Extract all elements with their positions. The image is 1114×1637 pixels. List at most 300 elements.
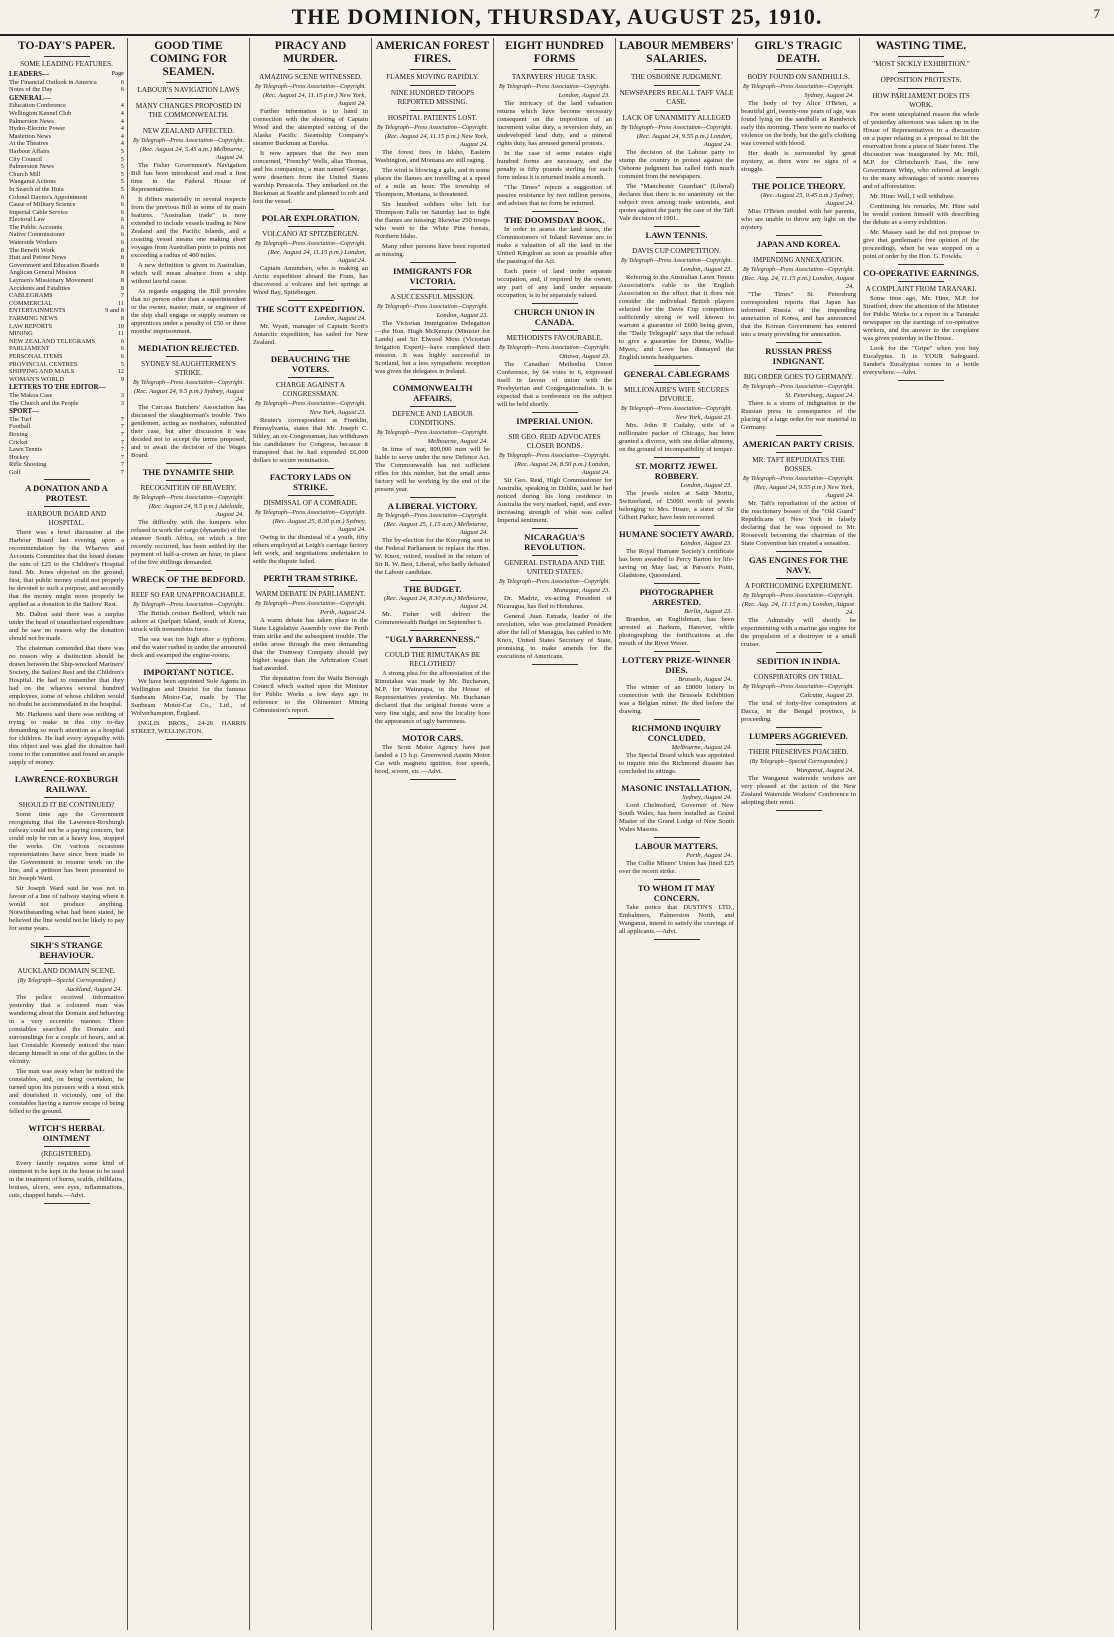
article-dateline: (Rec. August 25, 0.45 a.m.) Sydney, August 24. <box>760 192 854 207</box>
index-row <box>9 140 124 148</box>
index-row <box>9 209 124 217</box>
article <box>497 40 612 212</box>
article-divider <box>776 177 822 178</box>
article-paragraph: The man was away when he noticed the constables, and, on being overtaken, he turned upon his pursuers with a stout stick and dourished it viciously, one of the constables having a narrow escape of being felled to the ground. <box>9 1068 124 1116</box>
index-label: Cricket <box>9 438 28 446</box>
article-byline: By Telegraph—Press Association—Copyright. <box>255 84 366 90</box>
article-headline: NICARAGUA'S REVOLUTION. <box>524 532 585 552</box>
article-paragraph: There is a storm of indignation in the Russian press in consequence of the placing of a large order for war material in Germany. <box>741 400 856 431</box>
index-label: In Search of the Huia <box>9 185 64 193</box>
article-byline: By Telegraph—Press Association—Copyright. <box>255 601 366 607</box>
article-dateline: Ottawa, August 23. <box>559 353 610 360</box>
article-paragraph: The by-election for the Kooyong seat in the Federal Parliament to replace the Hon. W. Knox, retired, resulted in the return of Sir R. W. Best, Liberal, who badly defeated the Labour candidate. <box>375 537 490 576</box>
article-dateline: (Rec. August 24, 8.50 p.m.) London, August 24. <box>514 461 610 476</box>
index-row <box>9 86 124 94</box>
article-headline: THE POLICE THEORY. <box>751 181 846 191</box>
headline-rule <box>410 110 456 111</box>
article-paragraph: "The Times" rejects a suggestion of passive resistance by two million persons, and advises that no form be returned. <box>497 184 612 207</box>
article-dateline: (Rec. August 24, 5.45 a.m.) Melbourne, August 24. <box>139 146 244 161</box>
article <box>253 573 368 719</box>
article-paragraph: The decision of the Labour party to stump the country in protest against the Osborne judgment has called forth much comment from the newspapers. <box>619 149 734 180</box>
article-paragraph: There was a brief discussion at the Harbour Board last evening upon a recommendation by the Wharves and Accounts Committee that the board donate the sum of £25 to the Children's Hospital fund. Mr. Jones objected on the ground, first, that public money could not properly be devoted to such a purpose, and secondly that the money might more properly be applied as a donation to the Sailors' Rest. <box>9 529 124 609</box>
article-divider <box>410 497 456 498</box>
article-divider <box>898 380 944 381</box>
article-byline: By Telegraph—Press Association—Copyright. <box>133 138 244 144</box>
article-paragraph: The Wanganui waterside workers are very pleased at the action of the New Zealand Waterside Workers' Conference in adopting their remit. <box>741 775 856 806</box>
headline-rule <box>166 98 212 99</box>
headline-rule <box>654 382 700 383</box>
index-page: 7 <box>120 415 124 423</box>
article-paragraph: The Special Board which was appointed to inquire into the Richmond disaster has concluded its sittings. <box>619 752 734 775</box>
index-row <box>9 94 124 103</box>
index-page: 8 <box>120 284 124 292</box>
index-page: 5 <box>120 163 124 171</box>
article-byline: By Telegraph—Press Association—Copyright. <box>743 384 854 390</box>
article-divider <box>532 303 578 304</box>
article-subhead: VOLCANO AT SPITZBERGEN. <box>262 230 359 238</box>
headline-rule <box>166 356 212 357</box>
article-divider <box>654 719 700 720</box>
article-byline: By Telegraph—Press Association—Copyright. <box>499 345 610 351</box>
article-divider <box>532 211 578 212</box>
article-divider <box>410 779 456 780</box>
index-row <box>9 416 124 424</box>
index-row <box>9 383 124 392</box>
article-subhead: CHARGE AGAINST A CONGRESSMAN. <box>276 381 345 398</box>
article-byline: By Telegraph—Press Association—Copyright. <box>743 267 854 273</box>
article-paragraph: It now appears that the two men concerned, "Frenchy" Wells, alias Thomas, and his companion, a man named George, were deserters from the United States warship Pensacola. They embarked on the Buckman at Seattle and planned to rob and loot the vessel. <box>253 150 368 205</box>
column-4 <box>372 38 494 1630</box>
index-row <box>9 269 124 277</box>
index-page: 11 <box>117 299 124 307</box>
article-divider <box>654 939 700 940</box>
index-row <box>9 125 124 133</box>
index-label: PROVINCIAL CENTRES <box>9 360 78 368</box>
article-dateline: London, August 24. <box>314 315 366 322</box>
article-paragraph: Miss O'Brien resided with her parents, who are unable to throw any light on the mystery. <box>741 208 856 231</box>
article-headline: CO-OPERATIVE EARNINGS. <box>863 268 979 278</box>
article <box>375 383 490 498</box>
article-dateline: Brussels, August 24. <box>678 676 732 683</box>
index-page: 6 <box>120 86 124 94</box>
article-dateline: London, August 23. <box>558 92 610 99</box>
headline-rule <box>898 56 944 57</box>
article-dateline: (Rec. Aug. 24, 11.15 p.m.) London, August 24. <box>742 601 854 616</box>
article-byline: By Telegraph—Press Association—Copyright. <box>133 495 244 501</box>
article-divider <box>776 652 822 653</box>
index-page: 6 <box>120 239 124 247</box>
article-paragraph: Every family requires some kind of ointment to be kept in the house to be used in the treatment of burns, scalds, chilblains, bruises, ulcers, sore eyes, inflammations, cuts, chapped hands.—Advt. <box>9 1160 124 1200</box>
index-page: 6 <box>120 201 124 209</box>
article-byline: By Telegraph—Press Association—Copyright. <box>255 401 366 407</box>
article-byline: By Telegraph—Press Association—Copyright. <box>743 593 854 599</box>
article-subhead: SIR GEO. REID ADVOCATES CLOSER BONDS. <box>508 433 601 450</box>
article-headline: GOOD TIME COMING FOR SEAMEN. <box>150 40 227 78</box>
article-divider <box>654 837 700 838</box>
article-divider <box>532 528 578 529</box>
index-page: 12 <box>117 368 124 376</box>
index-label: Church Mill <box>9 170 41 178</box>
article <box>497 416 612 529</box>
article-divider <box>654 651 700 652</box>
article-dateline: (Rec. August 24, 11.15 p.m.) New York, August 24. <box>384 133 488 148</box>
article <box>253 213 368 301</box>
article-paragraph: "The Times" St. Petersburg correspondent reports that Japan has informed Russia of the impending annexation of Korea, and has announced that the Korean Government has entered into a treaty providing for annexation. <box>741 291 856 338</box>
article-paragraph: The Fisher Government's Navigation Bill has been introduced and read a first time in the Federal House of Representatives. <box>131 162 246 193</box>
headline-rule <box>288 226 334 227</box>
headline-rule <box>654 110 700 111</box>
headline-rule <box>898 281 944 282</box>
article-subhead: NEW ZEALAND AFFECTED. <box>142 127 235 135</box>
article-divider <box>654 226 700 227</box>
index-page: 7 <box>120 461 124 469</box>
article-dateline: London, August 23. <box>680 540 732 547</box>
article-headline: GENERAL CABLEGRAMS <box>623 369 730 379</box>
index-label: MINING <box>9 330 33 338</box>
index-page: Page <box>111 70 124 77</box>
article-paragraph: Continuing his remarks, Mr. Hine said he would content himself with describing the debate as a sorry exhibition. <box>863 203 979 226</box>
article-subhead: MR. TAFT REPUDIATES THE BOSSES. <box>752 456 845 473</box>
index-page: 5 <box>120 170 124 178</box>
article-dateline: (Rec. August 24, 9.55 p.m.) London, August 24. <box>636 133 732 148</box>
headline-rule <box>410 69 456 70</box>
article-headline: EIGHT HUNDRED FORMS <box>505 40 604 65</box>
article-paragraph: The deputation from the Waihi Borough Council which waited upon the Minister for Public Works a few days ago in reference to the Ohinemuri Mining Commission's report. <box>253 675 368 714</box>
article-headline: MOTOR CARS. <box>402 733 463 743</box>
article-headline: LOTTERY PRIZE-WINNER DIES. <box>622 655 731 675</box>
article-subhead: MILLIONAIRE'S WIFE SECURES DIVORCE. <box>624 386 729 403</box>
index-row <box>9 133 124 141</box>
article-subhead: DAVIS CUP COMPETITION. <box>632 247 721 255</box>
article-headline: WITCH'S HERBAL OINTMENT <box>28 1123 105 1144</box>
index-row <box>9 330 124 338</box>
article-paragraph: The sea was too high after a typhoon, and the water rushed in under the armoured deck and swamped the engine-rooms. <box>131 636 246 659</box>
index-row <box>9 300 124 308</box>
index-page: 5 <box>120 178 124 186</box>
article-subhead: SHOULD IT BE CONTINUED? <box>18 801 115 810</box>
headline-rule <box>654 243 700 244</box>
article-byline: By Telegraph—Press Association—Copyright. <box>377 513 488 519</box>
index-label: Cause of Military Science <box>9 201 76 209</box>
article <box>497 215 612 304</box>
article-dateline: Managua, August 23. <box>553 587 610 594</box>
index-label: Lawn Tennis <box>9 446 42 454</box>
article-subhead: BODY FOUND ON SANDHILLS. <box>747 73 850 81</box>
article-divider <box>288 209 334 210</box>
article-byline: By Telegraph—Press Association—Copyright. <box>499 84 610 90</box>
article-headline: WRECK OF THE BEDFORD. <box>131 574 246 584</box>
index-page: 6 <box>120 345 124 353</box>
article-headline: LUMPERS AGGRIEVED. <box>749 731 848 741</box>
article <box>375 40 490 263</box>
article-divider <box>776 235 822 236</box>
article-subhead: RECOGNITION OF BRAVERY. <box>140 484 237 492</box>
article-paragraph: A new definition is given to Australian, which will mean absence from a ship without lawful cause. <box>131 262 246 285</box>
index-page: 9 <box>120 375 124 383</box>
article-subhead: NINE HUNDRED TROOPS REPORTED MISSING. <box>390 89 475 106</box>
column-5 <box>494 38 616 1630</box>
index-page: 6 <box>120 216 124 224</box>
article-paragraph: Mr. Harkness said there was nothing of trying to make in this city to-day demanding so much attention as a hospital for children. He had every sympathy with this object and was glad the donation had come to the committee and found an ample supply of money. <box>9 711 124 767</box>
index-label: SHIPPING AND MAILS <box>9 368 75 376</box>
headline-rule <box>166 82 212 83</box>
article <box>131 574 246 664</box>
article-divider <box>654 583 700 584</box>
index-page: 4 <box>120 140 124 148</box>
article-paragraph: The trial of forty-five conspirators at Dacca, in the Bengal province, is proceeding. <box>741 700 856 723</box>
article-dateline: Sydney, August 24. <box>804 92 854 99</box>
article-headline: CHURCH UNION IN CANADA. <box>514 307 595 327</box>
index-page: 10 <box>117 322 124 330</box>
index-row <box>9 224 124 232</box>
article-headline: "UGLY BARRENNESS." <box>384 634 481 644</box>
article-paragraph: Mr. Hine: Well, I will withdraw. <box>870 193 955 200</box>
article-paragraph: A warm debate has taken place in the State Legislative Assembly over the Perth tram strike and the subsequent trouble. The strike arose through the men demanding that the Tramway Company should pay higher wages than the Arbitration Court had awarded. <box>253 617 368 672</box>
article-paragraph: The Victorian Immigration Delegation—the Hon. Hugh McKenzie (Minister for Lands) and Sir Elwood Moss (Victorian Irrigation Expert)—have completed their mission. It was highly successful in Scotland, but a less sympathetic reception was given the delegates in Ireland. <box>375 320 490 375</box>
headline-rule <box>166 123 212 124</box>
article-dateline: London, August 23. <box>680 266 732 273</box>
index-page: 5 <box>120 185 124 193</box>
article-byline: By Telegraph—Press Association—Copyright. <box>377 304 488 310</box>
index-row <box>9 353 124 361</box>
headline-rule <box>532 330 578 331</box>
headline-rule <box>288 69 334 70</box>
article-subhead: BIG ORDER GOES TO GERMANY. <box>743 373 854 381</box>
index-label: GENERAL— <box>9 94 51 102</box>
index-page: 7 <box>120 453 124 461</box>
article-dateline: (Rec. August 24, 9.5 p.m.) Sydney, August 24. <box>133 388 244 403</box>
article <box>741 181 856 236</box>
index-row <box>9 178 124 186</box>
article-headline: LABOUR MATTERS. <box>635 841 718 851</box>
article-subhead: HOSPITAL PATIENTS LOST. <box>387 114 478 122</box>
article-headline: TO-DAY'S PAPER. <box>18 40 115 52</box>
columns <box>6 38 1108 1630</box>
column-8 <box>860 38 982 1630</box>
article <box>619 40 734 227</box>
headline-rule <box>410 85 456 86</box>
article-divider <box>410 729 456 730</box>
article-subhead: SOME LEADING FEATURES. <box>20 60 113 68</box>
article-byline: By Telegraph—Press Association—Copyright. <box>377 430 488 436</box>
index-label: LETTERS TO THE EDITOR— <box>9 384 106 392</box>
headline-rule <box>166 480 212 481</box>
article-headline: HUMANE SOCIETY AWARD. <box>619 529 734 539</box>
article <box>253 40 368 210</box>
article-subhead: COULD THE RIMUTAKAS BE RECLOTHED? <box>384 651 481 668</box>
article-subhead: REEF SO FAR UNAPPROACHABLE. <box>131 591 246 599</box>
article-subhead: METHODISTS FAVOURABLE. <box>506 334 603 342</box>
article-byline: By Telegraph—Press Association—Copyright. <box>377 125 488 131</box>
index-page: 7 <box>120 468 124 476</box>
article-divider <box>166 463 212 464</box>
index-row <box>9 469 124 477</box>
article-headline: ST. MORITZ JEWEL ROBBERY. <box>635 461 718 481</box>
index-label: Imperial Cable Service <box>9 208 68 216</box>
article-divider <box>776 551 822 552</box>
masthead <box>0 0 1114 36</box>
article-headline: LABOUR MEMBERS' SALARIES. <box>619 40 734 65</box>
article-dateline: (Rec. Aug. 24, 11.15 p.m.) London, August 24. <box>742 275 854 290</box>
index-page <box>122 94 124 103</box>
index-label: Native Commissioner <box>9 231 65 239</box>
article-paragraph: INGLIS BROS., 24-26 HARRIS STREET, WELLINGTON. <box>131 720 246 735</box>
index-row <box>9 400 124 408</box>
index-page: 3 <box>120 391 124 399</box>
index-label: ENTERTAINMENTS <box>9 307 66 315</box>
column-1 <box>6 38 128 1630</box>
article-paragraph: The forest fires in Idaho, Eastern Washington, and Montana are still raging. <box>375 149 490 164</box>
article-dateline: St. Petersburg, August 24. <box>785 392 854 399</box>
article-paragraph: Sir Geo. Reid, High Commissioner for Australia, speaking in Dublin, said he had noticed during his long residence in Australia the very marked, rapid, and ever-increasing strength of what was called Imperial sentiment. <box>497 477 612 524</box>
headline-rule <box>44 1146 90 1147</box>
article-subhead: AUCKLAND DOMAIN SCENE. <box>17 967 116 976</box>
article <box>253 472 368 570</box>
index-page: 7 <box>120 446 124 454</box>
index-label: PARLIAMENT <box>9 345 50 353</box>
article-paragraph: The difficulty with the lumpers who refused to work the cargo (dynamite) of the steamer South Africa, on which a fire recently occurred, has been settled by the payment of half-a-crown an hour, in place of the five shillings demanded. <box>131 519 246 566</box>
article-paragraph: The winner of an £8000 lottery in connection with the Brussels Exhibition was a Belgian miner. He died before the drawing. <box>619 684 734 715</box>
article-paragraph: Mr. Massey said he did not propose to give that gentleman's free opinion of the proceedings, when he was stopped on a point of order by the Hon. G. Fowlds. <box>863 229 979 260</box>
article <box>619 529 734 584</box>
article-subhead: SYDNEY SLAUGHTERMEN'S STRIKE. <box>141 360 236 377</box>
article-paragraph: The police received information yesterday that a coloured man was wandering about the Domain and behaving in a very eccentric manner. Three constables searched the Domain and surroundings for a couple of hours, and at last Constable Kennedy noticed the man decamp himself in one of the gullies in the vicinity. <box>9 994 124 1066</box>
article-headline: RICHMOND INQUIRY CONCLUDED. <box>631 723 722 743</box>
index-row <box>9 361 124 369</box>
index-label: Anglican General Mission <box>9 269 77 277</box>
index-row <box>9 79 124 87</box>
index-page: 7 <box>120 430 124 438</box>
article-paragraph: Many other persons have been reported as missing. <box>375 243 490 258</box>
headline-rule <box>532 69 578 70</box>
article-paragraph: Mrs. John P. Cudahy, wife of a millionaire packer of Chicago, has been granted a divorce, with one dollar alimony, on the ground of incompatibility of temper. <box>619 422 734 453</box>
article-divider <box>166 663 212 664</box>
article-paragraph: Lord Chelmsford, Governor of New South Wales, has been installed as Grand Master of the Grand Lodge of New South Wales Masons. <box>619 802 734 833</box>
index-label: Palmerston News <box>9 163 54 171</box>
article <box>741 731 856 811</box>
article <box>863 268 979 381</box>
headline-rule <box>776 369 822 370</box>
article-paragraph: The chairman contended that there was no reason why a distinction should be drawn between the Ship-wrecked Mariners' Society, the Sailors' Rest and the Children's Hospital. He had to remember that they had on the wharves several hundred employees, some of whose children would no doubt be accommodated in the hospital. <box>9 645 124 709</box>
index-row <box>9 285 124 293</box>
index-row <box>9 247 124 255</box>
headline-rule <box>776 452 822 453</box>
article-subhead: THE OSBORNE JUDGMENT. <box>630 73 723 81</box>
index-row <box>9 201 124 209</box>
headline-rule <box>288 586 334 587</box>
article-paragraph: In the case of some estates eight hundred forms are necessary, and the penalty is fifty pounds sterling for each form unless it is returned inside a month. <box>497 150 612 181</box>
article-byline: By Telegraph—Press Association—Copyright. <box>743 476 854 482</box>
article-dateline: (Rec. August 24, 8.30 p.m.) Melbourne, August 24. <box>383 595 488 610</box>
index-page: 6 <box>120 208 124 216</box>
article-paragraph: The intricacy of the land valuation returns which have become necessary consequent on the imposition of an increment value duty, a reversion duty, an undeveloped land duty, and a mineral rights duty, has aroused general protests. <box>497 100 612 147</box>
article-paragraph: Dr. Madriz, ex-acting President of Nicaragua, has fled to Honduras. <box>497 595 612 610</box>
article-paragraph: The Carcass Butchers' Association has discussed the slaughterman's trouble. Two gentlemen, acting as mediators, submitted their case, but after discussion it was decided not to accept the terms proposed, and to await the decision of the Wages Board. <box>131 404 246 459</box>
headline-rule <box>654 69 700 70</box>
headline-rule <box>776 252 822 253</box>
index-label: Boxing <box>9 430 28 438</box>
headline-rule <box>44 963 90 964</box>
article-subhead: GENERAL ESTRADA AND THE UNITED STATES. <box>504 559 605 576</box>
index-page: 5 <box>120 360 124 368</box>
article-paragraph: Each piece of land under separate occupation, and, if required by the owner, any part of any land under separate occupation, is to be separately valued. <box>497 268 612 299</box>
article <box>619 783 734 838</box>
article-subhead: (REGISTERED). <box>41 1150 92 1159</box>
article-paragraph: The Admiralty will shortly be experimenting with a marine gas engine for the propulsion of a destroyer or a small cruiser. <box>741 617 856 648</box>
index-label: LEADERS— <box>9 71 50 78</box>
index-label: Waterside Workers <box>9 239 58 247</box>
article-subhead: A COMPLAINT FROM TARANAKI. <box>865 285 977 293</box>
article-divider <box>410 379 456 380</box>
article-paragraph: Her death is surrounded by great mystery, as there were no signs of a struggle. <box>741 150 856 173</box>
article-paragraph: The body of Ivy Alice O'Brien, a beautiful girl, twenty-one years of age, was found lying on the sandhills at Randwick early this morning. There were no marks of violence on the body, but the girl's clothing was covered with blood. <box>741 100 856 147</box>
index-label: COMMERCIAL <box>9 299 53 307</box>
index-page <box>122 407 124 416</box>
article-subhead: THEIR PRESERVES POACHED. <box>748 748 849 756</box>
article-divider <box>654 879 700 880</box>
headline-rule <box>44 56 90 57</box>
article-byline: By Telegraph—Press Association—Copyright. <box>743 84 854 90</box>
article <box>741 239 856 343</box>
index-page: 6 <box>120 337 124 345</box>
article <box>131 467 246 571</box>
article-headline: THE DYNAMITE SHIP. <box>142 467 235 477</box>
index-page: 8 <box>120 254 124 262</box>
article-headline: GAS ENGINES FOR THE NAVY. <box>749 555 848 575</box>
index-label: Hockey <box>9 453 29 461</box>
article-divider <box>532 664 578 665</box>
index-row <box>9 461 124 469</box>
article-dateline: Perth, August 24. <box>319 609 366 616</box>
index-page: 6 <box>120 231 124 239</box>
index-page: 8 <box>120 269 124 277</box>
index-row <box>9 376 124 384</box>
index-page: 6 <box>120 223 124 231</box>
article-dateline: Auckland, August 24. <box>65 986 122 994</box>
index-label: Wellington Kennel Club <box>9 109 72 117</box>
article-paragraph: Further information is to hand in connection with the shooting of Captain Wood and the attempted seizing of the Alaska Pacific Steamship Company's steamer Buckman at Eureka. <box>253 108 368 147</box>
article-headline: LAWRENCE-ROXBURGH RAILWAY. <box>14 774 119 795</box>
index-row <box>9 446 124 454</box>
article-headline: WASTING TIME. <box>875 40 967 52</box>
article <box>375 584 490 631</box>
headline-rule <box>532 555 578 556</box>
article-byline: By Telegraph—Press Association—Copyright. <box>621 258 732 264</box>
article <box>131 667 246 740</box>
index-row <box>9 194 124 202</box>
article-subhead: A FORTHCOMING EXPERIMENT. <box>744 582 853 590</box>
index-page: 4 <box>120 132 124 140</box>
article-dateline: New York, August 23. <box>309 409 366 416</box>
article-headline: GIRL'S TRAGIC DEATH. <box>754 40 843 65</box>
article-byline: By Telegraph—Press Association—Copyright. <box>621 406 732 412</box>
article <box>375 266 490 380</box>
index-row <box>9 323 124 331</box>
article-subhead: FLAMES MOVING RAPIDLY. <box>386 73 479 81</box>
article-subhead: WARM DEBATE IN PARLIAMENT. <box>255 590 366 598</box>
article-subhead: NEWSPAPERS RECALL TAFF VALE CASE. <box>619 89 734 106</box>
index-row <box>9 163 124 171</box>
index-row <box>9 431 124 439</box>
article <box>741 439 856 552</box>
index-page: 6 <box>120 78 124 86</box>
index-row <box>9 292 124 300</box>
article-subhead: TAXPAYERS' HUGE TASK. <box>511 73 598 81</box>
index-row <box>9 231 124 239</box>
article-paragraph: The wind is blowing a gale, and in some places the flames are travelling at a speed of a mile an hour. The township of Thompson, Montana, is threatened. <box>375 167 490 198</box>
index-label: WOMAN'S WORLD <box>9 375 65 383</box>
index-label: Palmerston News <box>9 117 54 125</box>
